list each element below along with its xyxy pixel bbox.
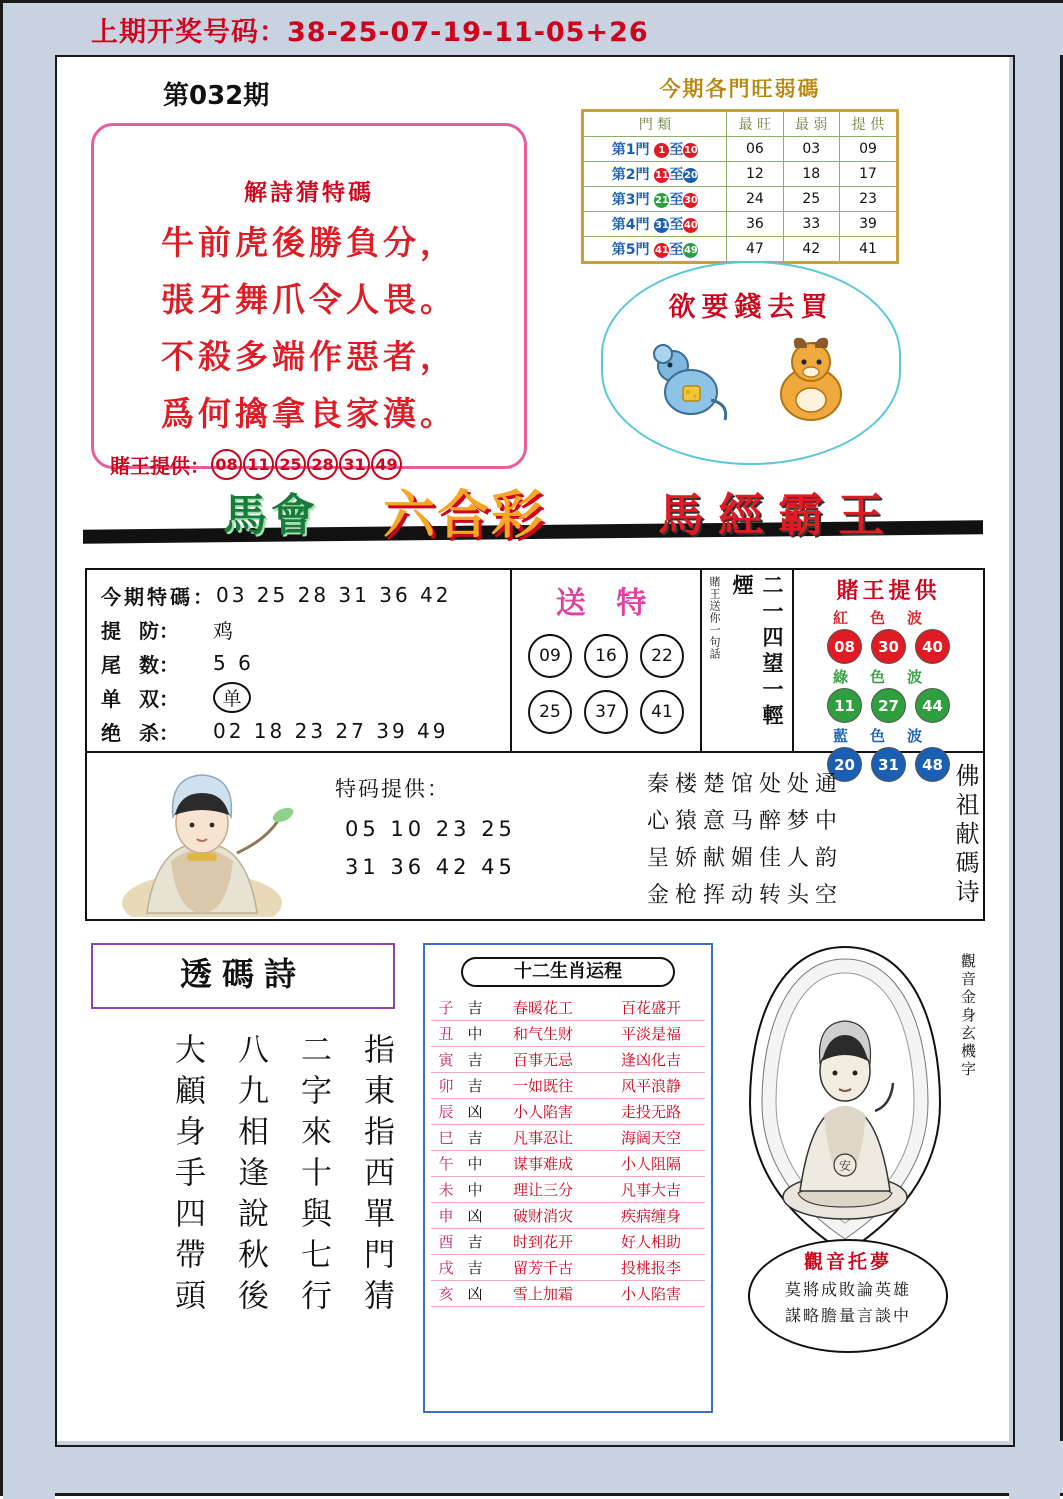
gate-cell: 第1門 1 至10 [583, 137, 727, 162]
last-draw-text: 上期开奖号码：38-25-07-19-11-05+26 [91, 16, 649, 48]
zodiac-animal: 寅 [438, 1051, 454, 1069]
zodiac-luck: 中 [467, 1181, 483, 1199]
row-label-1: 绝 [101, 720, 121, 745]
gate-label: 第1門 [611, 142, 650, 158]
zodiac-panel [423, 943, 713, 1413]
info-row [101, 646, 510, 680]
number-ball: 41 [640, 690, 684, 734]
table-row [431, 995, 705, 1021]
zodiac-animal: 戌 [438, 1259, 454, 1277]
wave-ball: 20 [827, 747, 862, 782]
row-value: 鸡 [213, 618, 236, 643]
table-row [431, 1125, 705, 1151]
info-row [101, 680, 510, 714]
table-row [583, 137, 898, 162]
range-start-dot: 11 [654, 169, 669, 181]
wave-label-green: 綠色波 [832, 668, 944, 686]
number-ball: 09 [528, 634, 572, 678]
wave-ball: 27 [871, 688, 906, 723]
row-label-2: 双： [139, 686, 179, 711]
table-row [431, 1177, 705, 1203]
zodiac-animal: 酉 [438, 1233, 454, 1251]
poem-line: 不殺多端作惡者， [161, 337, 457, 376]
wave-ball: 08 [827, 629, 862, 664]
zodiac-phrase-b: 百花盛开 [620, 999, 681, 1017]
zodiac-phrase-b: 小人陷害 [620, 1285, 681, 1303]
buddha-vertical-label: 觀音金身玄機字 [959, 953, 977, 1079]
weak-cell: 03 [783, 137, 839, 162]
poem-panel [91, 123, 527, 478]
table-row [431, 1073, 705, 1099]
info-row [101, 714, 510, 748]
range-start-dot: 1 [654, 143, 669, 158]
table-row [583, 162, 898, 187]
zodiac-phrase-a: 一如既往 [512, 1077, 573, 1095]
mouse-icon [639, 330, 743, 434]
supply-cell: 17 [840, 162, 898, 187]
gate-label: 第4門 [611, 217, 650, 233]
range-end-dot: 49 [683, 244, 698, 256]
col-supply: 提 供 [840, 111, 898, 137]
zodiac-title: 十二生肖运程 [461, 957, 675, 987]
dw-supply-panel [794, 570, 983, 774]
zodiac-phrase-b: 疾病缠身 [620, 1207, 681, 1225]
range-end-dot: 40 [683, 219, 698, 231]
vertical-saying-panel [702, 570, 794, 751]
weak-cell: 33 [783, 212, 839, 237]
range-start-dot: 31 [654, 219, 669, 231]
zodiac-animal: 申 [438, 1207, 454, 1225]
info-panel [85, 568, 985, 774]
row-value: 5 6 [213, 651, 254, 675]
strong-cell: 06 [727, 137, 783, 162]
zodiac-animal: 子 [438, 999, 454, 1017]
zodiac-luck: 凶 [467, 1103, 483, 1121]
top-banner [3, 3, 1063, 55]
number-ball: 37 [584, 690, 628, 734]
issue-number: 第032期 [163, 81, 270, 111]
credit-number: 28 [307, 449, 338, 480]
vertical-poem-line: 八九相逢說秋後 [232, 1033, 268, 1320]
guanyin-illustration [87, 753, 317, 919]
gate-label: 第5門 [611, 242, 650, 258]
row-label-1: 尾 [101, 652, 121, 677]
vertical-poem-line: 二字來十與七行 [295, 1033, 331, 1320]
table-row [583, 187, 898, 212]
special-numbers: 03 25 28 31 36 42 [216, 583, 452, 607]
zodiac-phrase-b: 走投无路 [620, 1103, 681, 1121]
credit-number: 08 [211, 449, 242, 480]
zodiac-luck: 中 [467, 1155, 483, 1173]
zodiac-phrase-a: 小人陷害 [512, 1103, 573, 1121]
weak-cell: 25 [783, 187, 839, 212]
wave-row-red [794, 629, 983, 664]
zodiac-phrase-b: 海阔天空 [620, 1129, 681, 1147]
masthead [83, 473, 983, 553]
credit-number: 31 [339, 449, 370, 480]
buddha-dream-line-2: 謀略膽量言談中 [784, 1306, 911, 1325]
left-rail [3, 55, 55, 1499]
gate-label: 第2門 [611, 167, 650, 183]
range-end-dot: 10 [683, 144, 698, 156]
wave-label-red: 紅色波 [832, 609, 944, 627]
table-row [583, 237, 898, 263]
buddha-poem-vertical-label: 佛祖献碼诗 [951, 763, 979, 908]
masthead-subtitle: 馬經霸王 [658, 488, 898, 542]
masthead-horse: 馬會 [223, 490, 319, 541]
song-te-panel [512, 570, 702, 751]
poem-line: 秦楼楚馆处处通 [646, 772, 843, 797]
zodiac-animal: 辰 [438, 1103, 454, 1121]
strong-weak-panel [581, 73, 899, 264]
zodiac-table [431, 995, 705, 1307]
zodiac-phrase-a: 时到花开 [512, 1233, 573, 1251]
toumashi-title: 透碼詩 [179, 955, 306, 993]
zodiac-phrase-a: 春暖花工 [512, 999, 573, 1017]
strong-weak-title: 今期各門旺弱碼 [659, 76, 821, 101]
buddha-dream-line-1: 莫將成敗論英雄 [784, 1280, 911, 1299]
zodiac-phrase-b: 小人阻隔 [620, 1155, 681, 1173]
row-value: 02 18 23 27 39 49 [213, 719, 449, 743]
row-label-1: 单 [101, 686, 121, 711]
wish-text: 欲要錢去買 [668, 292, 834, 323]
number-ball: 16 [584, 634, 628, 678]
zodiac-animal: 亥 [438, 1285, 454, 1303]
col-strong: 最 旺 [727, 111, 783, 137]
row-label-1: 提 [101, 618, 121, 643]
zodiac-phrase-b: 凡事大吉 [620, 1181, 681, 1199]
number-ball: 25 [528, 690, 572, 734]
vertical-poem [69, 1033, 399, 1403]
zodiac-phrase-a: 留芳千古 [512, 1259, 573, 1277]
zodiac-phrase-b: 好人相助 [620, 1233, 681, 1251]
range-end-dot: 20 [683, 169, 698, 181]
zodiac-luck: 中 [467, 1025, 483, 1043]
svg-text:安: 安 [838, 1159, 852, 1173]
vertical-saying-big: 二一四望一輕煙 [730, 574, 784, 730]
table-row [431, 1099, 705, 1125]
gate-cell: 第3門 21至30 [583, 187, 727, 212]
wave-ball: 44 [915, 688, 950, 723]
table-row [431, 1255, 705, 1281]
row-value-circled: 单 [213, 682, 251, 713]
wave-ball: 40 [915, 629, 950, 664]
zodiac-phrase-a: 理让三分 [512, 1181, 573, 1199]
zodiac-animal: 巳 [438, 1129, 454, 1147]
wish-panel [601, 261, 901, 465]
poem-title: 解詩猜特碼 [244, 180, 374, 206]
wave-ball: 48 [915, 747, 950, 782]
table-row [583, 212, 898, 237]
poem-line: 張牙舞爪令人畏。 [161, 280, 457, 319]
zodiac-animal: 未 [438, 1181, 454, 1199]
right-rail [1009, 55, 1060, 1499]
zodiac-phrase-b: 风平浪静 [620, 1077, 681, 1095]
supply-title: 特码提供： [335, 777, 450, 801]
credit-number: 11 [243, 449, 274, 480]
zodiac-phrase-a: 谋事难成 [512, 1155, 573, 1173]
zodiac-luck: 吉 [467, 999, 483, 1017]
buddha-dream-panel [748, 1239, 948, 1353]
zodiac-luck: 吉 [467, 1077, 483, 1095]
wave-row-green [794, 688, 983, 723]
table-row [431, 1281, 705, 1307]
gate-cell: 第2門 11至20 [583, 162, 727, 187]
row-label-2: 防： [139, 618, 179, 643]
table-row [431, 1229, 705, 1255]
zodiac-luck: 凶 [467, 1207, 483, 1225]
info-left [87, 570, 512, 751]
supply-numbers-row-2: 31 36 42 45 [345, 855, 516, 879]
zodiac-luck: 吉 [467, 1051, 483, 1069]
guanyin-icon [87, 753, 317, 917]
buddha-poem [577, 753, 913, 919]
table-row [431, 1203, 705, 1229]
gate-cell: 第4門 31至40 [583, 212, 727, 237]
row-label-2: 数： [139, 652, 179, 677]
zodiac-phrase-a: 凡事忍让 [512, 1129, 573, 1147]
supply-cell: 09 [840, 137, 898, 162]
song-te-row-2 [512, 690, 700, 734]
buddha-panel [738, 943, 977, 1413]
zodiac-phrase-a: 百事无忌 [512, 1051, 573, 1069]
gate-label: 第3門 [611, 192, 650, 208]
row-label-2: 杀： [139, 720, 179, 745]
strong-cell: 24 [727, 187, 783, 212]
zodiac-phrase-b: 投桃报李 [620, 1259, 681, 1277]
weak-cell: 18 [783, 162, 839, 187]
zodiac-phrase-b: 平淡是福 [620, 1025, 681, 1043]
number-ball: 22 [640, 634, 684, 678]
supply-strip [85, 753, 985, 921]
info-row [101, 612, 510, 646]
weak-cell: 42 [783, 237, 839, 263]
table-row [431, 1151, 705, 1177]
zodiac-animal: 午 [438, 1155, 454, 1173]
horse-icon [759, 330, 863, 434]
col-gate: 門 類 [583, 111, 727, 137]
zodiac-phrase-a: 雪上加霜 [512, 1285, 573, 1303]
col-weak: 最 弱 [783, 111, 839, 137]
zodiac-luck: 吉 [467, 1129, 483, 1147]
poem-line: 心猿意马醉梦中 [646, 809, 843, 834]
zodiac-phrase-a: 破财消灾 [512, 1207, 573, 1225]
zodiac-phrase-b: 逢凶化吉 [620, 1051, 681, 1069]
wave-ball: 30 [871, 629, 906, 664]
range-end-dot: 30 [683, 194, 698, 206]
range-start-dot: 21 [654, 194, 669, 206]
credit-number: 25 [275, 449, 306, 480]
supply-cell: 41 [840, 237, 898, 263]
vertical-poem-line: 指東指西單門猜 [358, 1033, 394, 1320]
poem-credit-label: 賭王提供： [110, 454, 210, 478]
song-te-row-1 [512, 634, 700, 678]
wave-label-blue: 藍色波 [832, 727, 944, 745]
poem-line: 牛前虎後勝負分， [161, 223, 457, 262]
animal-illustrations [603, 330, 899, 434]
dw-supply-title: 賭王提供 [836, 579, 941, 604]
zodiac-luck: 凶 [467, 1285, 483, 1303]
supply-numbers-panel [317, 753, 577, 919]
zodiac-phrase-a: 和气生财 [512, 1025, 573, 1043]
strong-cell: 47 [727, 237, 783, 263]
zodiac-luck: 吉 [467, 1233, 483, 1251]
buddha-dream-title: 觀音托夢 [803, 1251, 892, 1273]
bottom-rail [3, 1441, 1063, 1493]
song-te-title: 送 特 [555, 586, 657, 621]
strong-cell: 12 [727, 162, 783, 187]
wave-ball: 31 [871, 747, 906, 782]
special-label: 今期特碼： [101, 584, 216, 609]
special-row [101, 578, 510, 612]
poem-line: 呈娇献媚佳人韵 [646, 846, 843, 871]
poem-line: 金枪挥动转头空 [646, 883, 843, 908]
strong-cell: 36 [727, 212, 783, 237]
supply-cell: 23 [840, 187, 898, 212]
zodiac-luck: 吉 [467, 1259, 483, 1277]
vertical-saying-small: 賭王送你一句話 [708, 576, 721, 660]
strong-weak-table [581, 109, 899, 264]
supply-numbers-row-1: 05 10 23 25 [345, 817, 516, 841]
zodiac-animal: 卯 [438, 1077, 454, 1095]
vertical-poem-line: 大顧身手四帶頭 [169, 1033, 205, 1320]
buddha-statue-icon [738, 943, 953, 1273]
zodiac-animal: 丑 [438, 1025, 454, 1043]
poem-line: 爲何擒拿良家漢。 [161, 394, 457, 433]
masthead-main-title: 六合彩 [383, 485, 546, 546]
table-row [431, 1047, 705, 1073]
range-start-dot: 41 [654, 244, 669, 256]
toumashi-box [91, 943, 395, 1009]
wave-ball: 11 [827, 688, 862, 723]
table-header-row [583, 111, 898, 137]
table-row [431, 1021, 705, 1047]
credit-number: 49 [371, 449, 402, 480]
gate-cell: 第5門 41至49 [583, 237, 727, 263]
supply-cell: 39 [840, 212, 898, 237]
